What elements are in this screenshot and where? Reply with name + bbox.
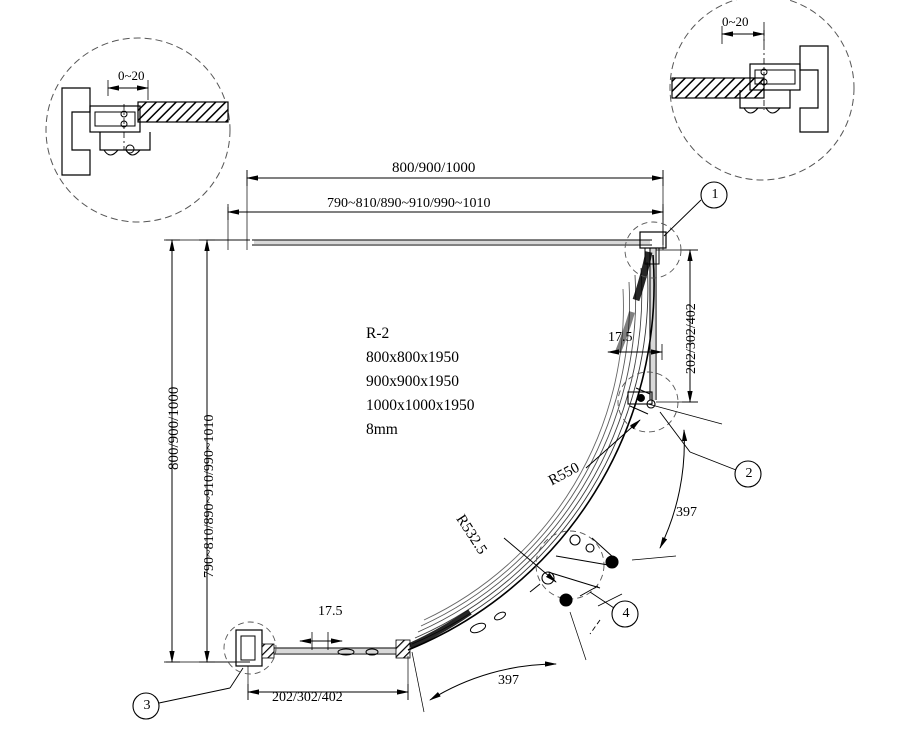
dim-bottom-small: 17.5 [318,604,343,619]
detail-gap-label-top-left: 0~20 [118,68,145,83]
balloon-label-2: 2 [745,466,753,481]
dim-bottom-offset: 202/302/402 [272,690,343,705]
dim-left-overall: 800/900/1000 [166,386,182,470]
dim-top-overall: 800/900/1000 [392,160,476,176]
hardware-cluster-lower [530,531,618,606]
detail-view-top-left [46,38,230,222]
left-bottom-profile [236,630,262,666]
bottom-panel [262,640,410,658]
dim-top-inner: 790~810/890~910/990~1010 [327,196,491,211]
balloon-label-3: 3 [143,698,151,713]
dim-right-small: 17.5 [608,330,633,345]
dim-right-offset: 202/302/402 [684,303,699,374]
spec-thickness: 8mm [366,421,398,439]
spec-size-1: 800x800x1950 [366,349,459,367]
detail-view-top-right [670,0,854,180]
balloon-label-4: 4 [622,606,630,621]
arc-dim-bottom: 397 [498,673,519,688]
spec-size-2: 900x900x1950 [366,373,459,391]
balloon-markers [133,182,761,719]
spec-size-3: 1000x1000x1950 [366,397,475,415]
radius-inner-label: R532.5 [452,512,490,558]
arc-dim-right: 397 [676,505,697,520]
radius-outer-label: R550 [546,459,583,490]
detail-gap-label-top-right: 0~20 [722,14,749,29]
spec-block [366,322,475,442]
right-panel [650,248,656,400]
spec-model: R-2 [366,325,390,342]
balloon-label-1: 1 [711,187,719,202]
dim-left-inner: 790~810/890~910/990~1010 [202,414,217,578]
top-panel [252,240,652,245]
